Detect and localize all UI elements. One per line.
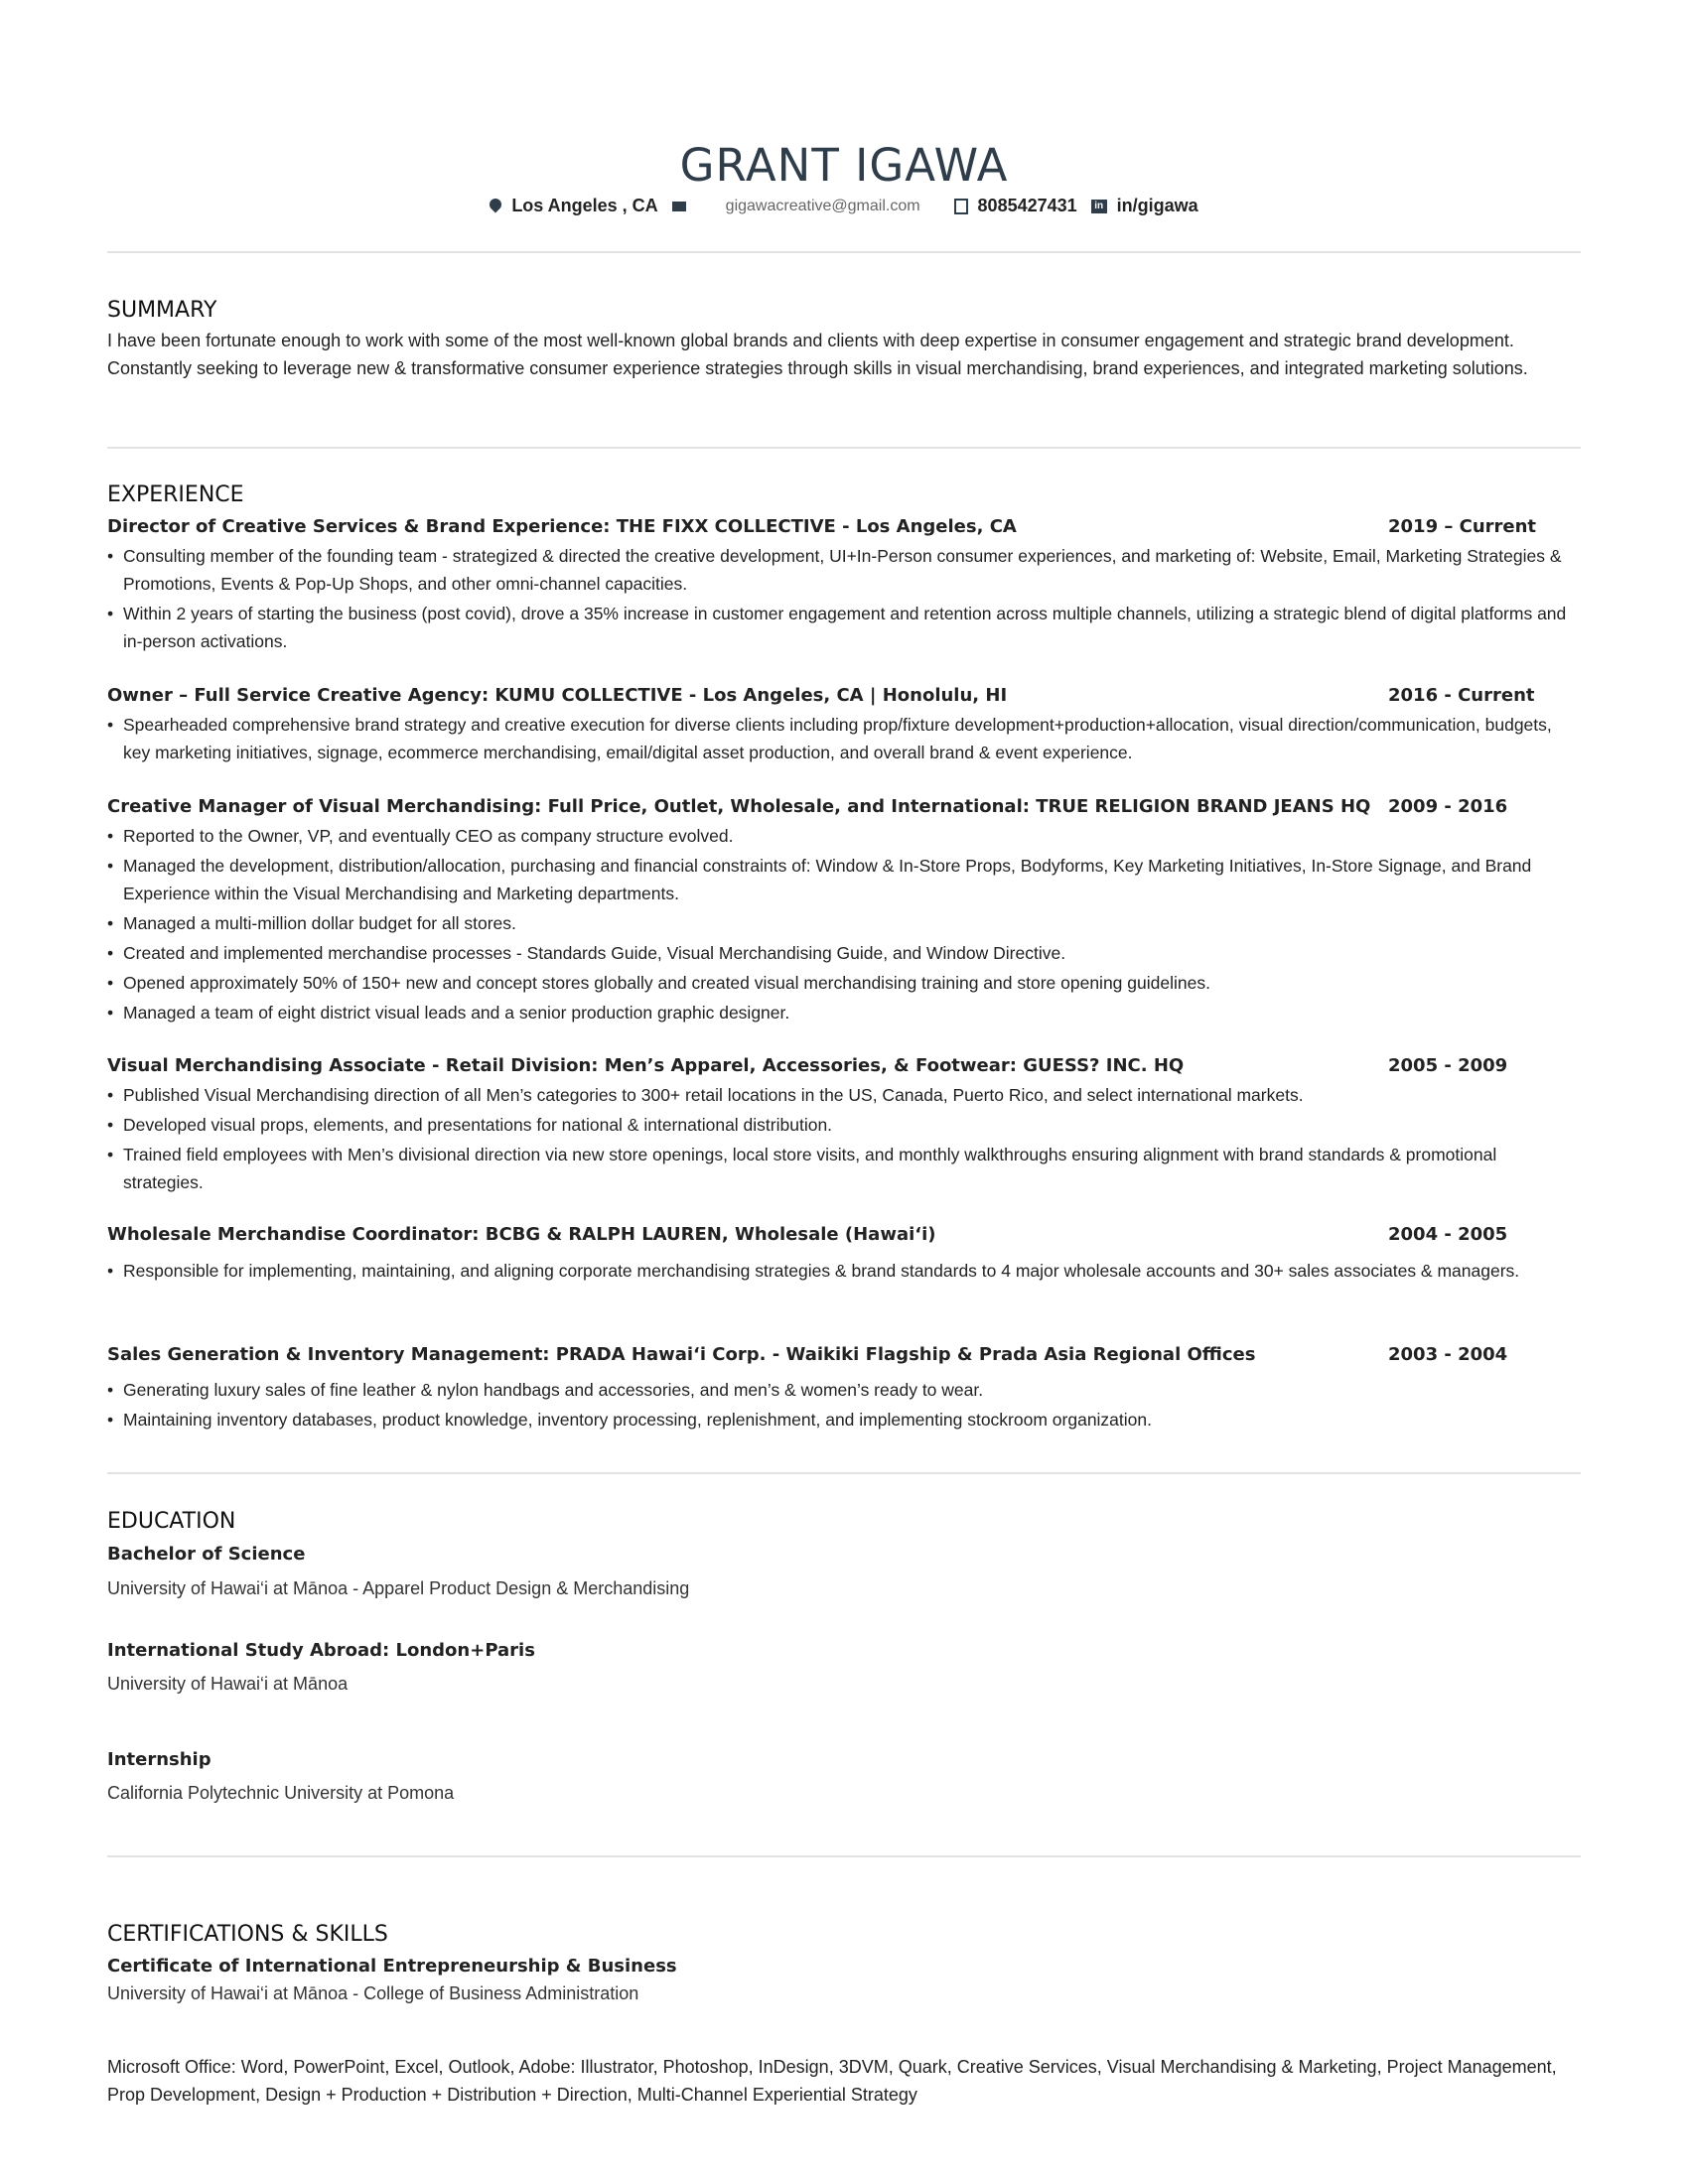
divider — [107, 1472, 1581, 1474]
job-title: Sales Generation & Inventory Management: PRADA Hawaiʻi Corp. - Waikiki Flagship & Prada Asia Regional Offices — [107, 1344, 1256, 1365]
bullet-item: • Spearheaded comprehensive brand strategy and creative execution for diverse clients including prop/fixture development+production+allocation, visual direction/communication, budgets, key marketing initiatives, signage, ecommerce merchandising, email/digital asset production, and overall brand & event experience. — [107, 711, 1581, 766]
bullet-item: • Published Visual Merchandising direction of all Men’s categories to 300+ retail locations in the US, Canada, Puerto Rico, and select international markets. — [107, 1081, 1581, 1109]
job-bullets — [107, 1376, 1581, 1435]
experience-heading: EXPERIENCE — [107, 482, 244, 507]
location-pin-icon — [488, 196, 504, 212]
bullet-item: • Managed a multi-million dollar budget for all stores. — [107, 909, 1581, 937]
divider — [107, 1855, 1581, 1857]
job-dates: 2019 – Current — [1388, 516, 1537, 537]
job-dates: 2009 - 2016 — [1388, 796, 1508, 817]
bullet-item: • Maintaining inventory databases, product knowledge, inventory processing, replenishment, and implementing stockroom organization. — [107, 1406, 1581, 1433]
bullet-item: • Responsible for implementing, maintaining, and aligning corporate merchandising strategies & brand standards to 4 major wholesale accounts and 30+ sales associates & managers. — [107, 1257, 1581, 1285]
certificate-school: University of Hawai‘i at Mānoa - College of Business Administration — [107, 1983, 639, 2003]
job-title: Visual Merchandising Associate - Retail Division: Men’s Apparel, Accessories, & Footwear: GUESS? INC. HQ — [107, 1055, 1185, 1076]
education-degree: International Study Abroad: London+Paris — [107, 1640, 535, 1661]
job-header — [107, 685, 1581, 706]
education-degree: Bachelor of Science — [107, 1544, 306, 1565]
bullet-item: • Reported to the Owner, VP, and eventually CEO as company structure evolved. — [107, 822, 1581, 850]
job-header — [107, 1344, 1581, 1365]
job-dates: 2016 - Current — [1388, 685, 1535, 706]
job-title: Director of Creative Services & Brand Experience: THE FIXX COLLECTIVE - Los Angeles, CA — [107, 516, 1017, 537]
summary-text: I have been fortunate enough to work with some of the most well-known global brands and clients with deep expertise in consumer engagement and strategic brand development. Constantly seeking to leverage new & transformative consumer experience strategies through skills in visual merchandising, brand experiences, and integrated marketing solutions. — [107, 331, 1528, 378]
job-bullets — [107, 1257, 1581, 1287]
phone-number[interactable]: 8085427431 — [977, 196, 1077, 215]
job-title: Wholesale Merchandise Coordinator: BCBG & RALPH LAUREN, Wholesale (Hawaiʻi) — [107, 1224, 936, 1245]
email-icon — [672, 202, 686, 211]
education-school: University of Hawai‘i at Mānoa — [107, 1674, 349, 1694]
job-header — [107, 1055, 1581, 1076]
linkedin-link[interactable]: in/gigawa — [1116, 196, 1198, 215]
phone-icon — [954, 199, 968, 214]
divider — [107, 447, 1581, 449]
education-school: California Polytechnic University at Pomona — [107, 1783, 455, 1803]
job-header — [107, 796, 1581, 817]
job-bullets — [107, 542, 1581, 657]
bullet-item: • Consulting member of the founding team - strategized & directed the creative development, UI+In-Person consumer experiences, and marketing of: Website, Email, Marketing Strategies & Promotions, Events & Pop-Up Shops, and other omni-channel capacities. — [107, 542, 1581, 598]
linkedin-icon: in — [1091, 200, 1107, 213]
education-heading: EDUCATION — [107, 1509, 236, 1534]
location-text: Los Angeles , CA — [511, 196, 658, 215]
bullet-item: • Managed the development, distribution/allocation, purchasing and financial constraints of: Window & In-Store Props, Bodyforms, Key Marketing Initiatives, In-Store Signage, and Brand Experience within the Visual Merchandising and Marketing departments. — [107, 852, 1581, 907]
bullet-item: • Generating luxury sales of fine leather & nylon handbags and accessories, and men’s & women’s ready to wear. — [107, 1376, 1581, 1404]
contact-bar — [107, 196, 1581, 216]
bullet-item: • Within 2 years of starting the business (post covid), drove a 35% increase in customer engagement and retention across multiple channels, utilizing a strategic blend of digital platforms and in-person activations. — [107, 600, 1581, 655]
skills-text: Microsoft Office: Word, PowerPoint, Excel, Outlook, Adobe: Illustrator, Photoshop, InDesign, 3DVM, Quark, Creative Services, Visual Merchandising & Marketing, Project Management, Prop Development, Design + Production + Distribution + Direction, Multi-Channel Experiential Strategy — [107, 2057, 1557, 2105]
job-title: Creative Manager of Visual Merchandising: Full Price, Outlet, Wholesale, and International: TRUE RELIGION BRAND JEANS HQ — [107, 796, 1371, 817]
certificate-title: Certificate of International Entrepreneurship & Business — [107, 1956, 677, 1977]
bullet-item: • Trained field employees with Men’s divisional direction via new store openings, local store visits, and monthly walkthroughs ensuring alignment with brand standards & promotional strategies. — [107, 1141, 1581, 1196]
email-link[interactable]: gigawacreative@gmail.com — [725, 197, 920, 214]
job-dates: 2003 - 2004 — [1388, 1344, 1508, 1365]
job-dates: 2004 - 2005 — [1388, 1224, 1508, 1245]
bullet-item: • Developed visual props, elements, and presentations for national & international distribution. — [107, 1111, 1581, 1139]
job-bullets — [107, 711, 1581, 768]
job-header — [107, 1224, 1581, 1245]
bullet-item: • Managed a team of eight district visual leads and a senior production graphic designer. — [107, 999, 1581, 1026]
job-header — [107, 516, 1581, 537]
job-bullets — [107, 822, 1581, 1028]
certifications-heading: CERTIFICATIONS & SKILLS — [107, 1922, 388, 1947]
job-bullets — [107, 1081, 1581, 1198]
education-degree: Internship — [107, 1749, 211, 1770]
education-school: University of Hawai‘i at Mānoa - Apparel Product Design & Merchandising — [107, 1578, 690, 1598]
job-title: Owner – Full Service Creative Agency: KUMU COLLECTIVE - Los Angeles, CA | Honolulu, HI — [107, 685, 1008, 706]
bullet-item: • Opened approximately 50% of 150+ new and concept stores globally and created visual merchandising training and store opening guidelines. — [107, 969, 1581, 997]
summary-heading: SUMMARY — [107, 298, 217, 323]
bullet-item: • Created and implemented merchandise processes - Standards Guide, Visual Merchandising Guide, and Window Directive. — [107, 939, 1581, 967]
candidate-name: GRANT IGAWA — [679, 139, 1009, 192]
divider — [107, 251, 1581, 253]
job-dates: 2005 - 2009 — [1388, 1055, 1508, 1076]
